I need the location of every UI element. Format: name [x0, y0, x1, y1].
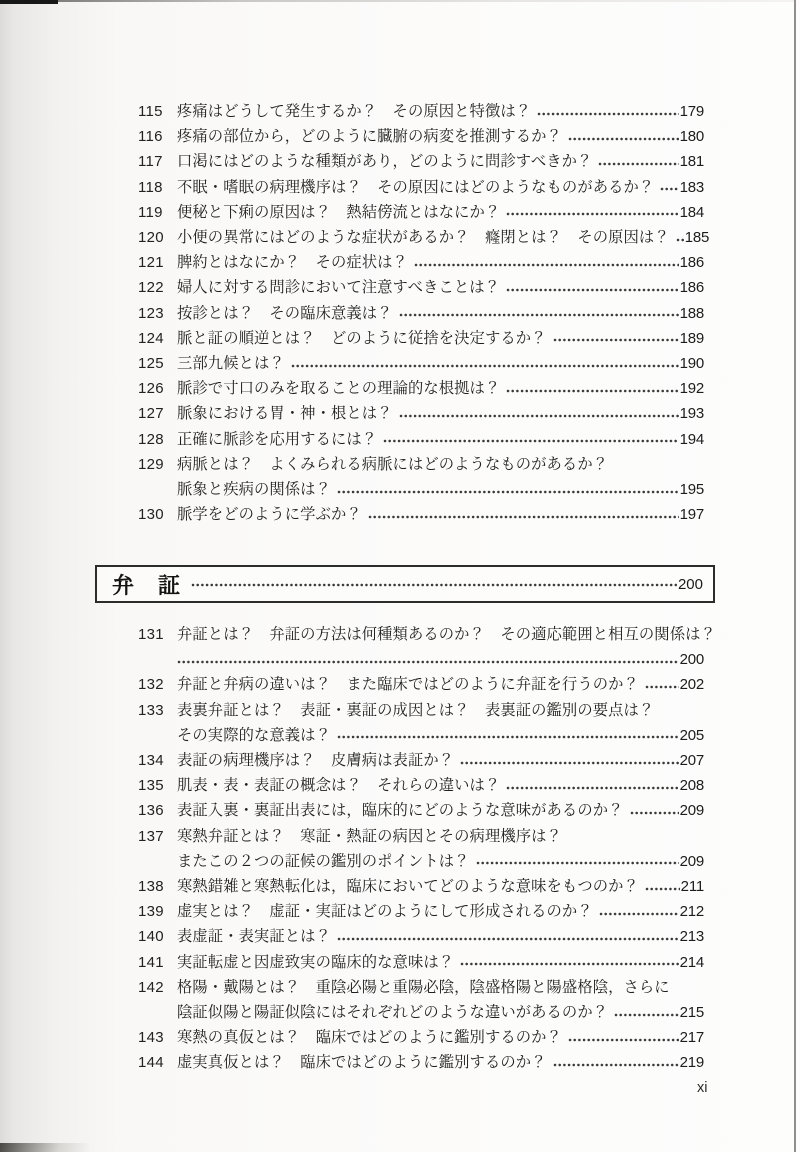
entry-line [177, 200, 704, 225]
toc-entry-136 [138, 798, 704, 823]
toc-list-benshou-questions [138, 622, 716, 1076]
entry-page-number: 183 [679, 178, 704, 196]
entry-text: 表虚証・表実証とは？ [177, 928, 331, 946]
dot-leader [399, 414, 679, 418]
entry-line [177, 672, 704, 697]
entry-number: 116 [138, 128, 163, 146]
entry-number: 128 [138, 430, 164, 448]
dot-leader [337, 735, 679, 739]
scan-edge-top-dark [0, 0, 58, 4]
entry-line [177, 326, 704, 351]
entry-text: 弁証とは？ 弁証の方法は何種類あるのか？ その適応範囲と相互の関係は？ [177, 626, 716, 643]
entry-line [177, 723, 704, 748]
entry-text: 実証転虚と因虚致実の臨床的な意味は？ [177, 953, 455, 971]
entry-text: 肌表・表・表証の概念は？ それらの違いは？ [177, 777, 501, 795]
dot-leader [506, 288, 679, 292]
entry-body [177, 452, 704, 502]
entry-text: 脈学をどのように学ぶか？ [177, 506, 362, 524]
toc-entry-130 [138, 502, 704, 527]
entry-page-number: 197 [679, 506, 704, 524]
toc-list-diagnosis-questions [138, 99, 710, 527]
dot-leader [368, 515, 679, 519]
entry-text: 脈象における胃・神・根とは？ [177, 405, 393, 423]
entry-body [177, 899, 704, 924]
entry-number: 142 [138, 978, 164, 996]
entry-page-number: 188 [679, 304, 704, 322]
entry-number: 117 [138, 153, 163, 171]
dot-leader [460, 761, 678, 765]
entry-page-number: 208 [679, 777, 704, 795]
entry-line [177, 401, 704, 426]
toc-entry-141 [138, 950, 704, 975]
entry-line [177, 427, 704, 452]
entry-body [177, 301, 704, 326]
entry-number: 131 [138, 626, 164, 643]
entry-page-number: 186 [679, 254, 704, 272]
dot-leader [177, 660, 679, 664]
entry-line [177, 899, 704, 924]
toc-entry-128 [138, 427, 704, 452]
dot-leader [399, 313, 679, 317]
scan-edge-top-line [58, 0, 800, 2]
entry-page-number: 214 [679, 953, 704, 971]
entry-number: 141 [138, 953, 164, 971]
entry-body [177, 975, 704, 1025]
entry-number: 135 [138, 777, 164, 795]
entry-text: 疼痛はどうして発生するか？ その原因と特徴は？ [177, 103, 532, 120]
entry-page-number: 192 [679, 380, 704, 398]
toc-entry-142 [138, 975, 704, 1025]
scan-edge-right-line [794, 0, 796, 1152]
dot-leader [537, 112, 678, 116]
scan-edge-bottom-corner [0, 1143, 90, 1152]
entry-line [177, 773, 704, 798]
entry-body [177, 351, 704, 376]
entry-page-number: 217 [679, 1029, 704, 1047]
entry-text: またこの２つの証候の鑑別のポイントは？ [177, 852, 470, 870]
entry-text: 虚実とは？ 虚証・実証はどのようにして形成されるのか？ [177, 903, 593, 921]
entry-body [177, 175, 704, 200]
toc-entry-133 [138, 698, 704, 748]
entry-body [177, 1050, 704, 1075]
entry-body [177, 275, 704, 300]
entry-page-number: 219 [679, 1054, 704, 1072]
toc-entry-135 [138, 773, 704, 798]
entry-line [177, 124, 704, 149]
entry-page-number: 209 [679, 802, 704, 820]
entry-body [177, 773, 704, 798]
entry-line [177, 950, 704, 975]
entry-text: 寒熱錯雑と寒熱転化は，臨床においてどのような意味をもつのか？ [177, 878, 639, 896]
entry-line [177, 99, 704, 124]
entry-text: 正確に脈診を応用するには？ [177, 430, 378, 448]
entry-text: 弁証と弁病の違いは？ また臨床ではどのように弁証を行うのか？ [177, 676, 639, 694]
entry-line [177, 1025, 704, 1050]
entry-line [177, 748, 704, 773]
entry-line [177, 275, 704, 300]
toc-entry-134 [138, 748, 704, 773]
entry-text: その実際的な意義は？ [177, 726, 331, 744]
entry-number: 133 [138, 701, 164, 719]
entry-number: 127 [138, 405, 164, 423]
toc-entry-139 [138, 899, 704, 924]
dot-leader [568, 137, 679, 141]
toc-entry-120 [138, 225, 710, 250]
dot-leader [414, 263, 679, 267]
entry-number: 139 [138, 903, 164, 921]
toc-entry-116 [138, 124, 704, 149]
toc-entry-121 [138, 250, 704, 275]
section-header-benshou [95, 565, 715, 603]
entry-page-number: 180 [679, 128, 704, 146]
entry-line [177, 1050, 704, 1075]
entry-page-number: 193 [679, 405, 704, 423]
dot-leader [476, 861, 679, 865]
entry-text: 三部九候とは？ [177, 355, 285, 373]
dot-leader [645, 887, 680, 891]
entry-page-number: 215 [679, 1004, 704, 1022]
entry-body [177, 250, 704, 275]
entry-line [177, 452, 704, 477]
entry-line [177, 477, 704, 502]
entry-body [177, 1025, 704, 1050]
entry-line [177, 250, 704, 275]
entry-line [177, 622, 716, 647]
entry-line [177, 924, 704, 949]
entry-text: 寒熱の真仮とは？ 臨床ではどのように鑑別するのか？ [177, 1029, 562, 1047]
entry-body [177, 401, 704, 426]
entry-text: 脾約とはなにか？ その症状は？ [177, 254, 408, 272]
entry-text: 口渇にはどのような種類があり，どのように問診すべきか？ [177, 153, 593, 171]
folio-page-number: xi [697, 1080, 708, 1096]
dot-leader [660, 187, 678, 191]
toc-entry-124 [138, 326, 704, 351]
entry-text: 格陽・戴陽とは？ 重陰必陽と重陽必陰，陰盛格陽と陽盛格陰，さらに [177, 978, 670, 996]
entry-text: 按診とは？ その臨床意義は？ [177, 304, 393, 322]
toc-entry-131 [138, 622, 716, 672]
entry-page-number: 211 [680, 878, 704, 896]
dot-leader [598, 162, 678, 166]
entry-number: 138 [138, 878, 164, 896]
entry-text: 病脈とは？ よくみられる病脈にはどのようなものがあるか？ [177, 455, 609, 473]
entry-line [177, 798, 704, 823]
section-page-number: 200 [677, 575, 703, 593]
entry-number: 134 [138, 752, 164, 770]
entry-page-number: 185 [684, 229, 710, 247]
toc-entry-137 [138, 824, 704, 874]
toc-entry-140 [138, 924, 704, 949]
toc-entry-122 [138, 275, 704, 300]
entry-number: 121 [138, 254, 164, 272]
entry-number: 129 [138, 455, 164, 473]
entry-text: 疼痛の部位から，どのように臓腑の病変を推測するか？ [177, 128, 562, 146]
entry-text: 不眠・嗜眠の病理機序は？ その原因にはどのようなものがあるか？ [177, 178, 655, 196]
entry-text: 表裏弁証とは？ 表証・裏証の成因とは？ 表裏証の鑑別の要点は？ [177, 701, 655, 719]
dot-leader [614, 1013, 678, 1017]
entry-text: 脈と証の順逆とは？ どのように従捨を決定するか？ [177, 329, 547, 347]
entry-text: 虚実真仮とは？ 臨床ではどのように鑑別するのか？ [177, 1054, 547, 1072]
dot-leader [676, 238, 684, 242]
entry-text: 表証入裏・裏証出表には，臨床的にどのような意味があるのか？ [177, 802, 624, 820]
entry-line [177, 301, 704, 326]
dot-leader [506, 786, 678, 790]
entry-line [177, 376, 704, 401]
dot-leader [645, 685, 679, 689]
dot-leader [506, 212, 678, 216]
entry-body [177, 502, 704, 527]
entry-line [177, 502, 704, 527]
entry-body [177, 99, 704, 124]
dot-leader [291, 364, 679, 368]
entry-body [177, 326, 704, 351]
entry-number: 124 [138, 329, 164, 347]
dot-leader [553, 1063, 679, 1067]
entry-line [177, 975, 704, 1000]
entry-number: 143 [138, 1029, 164, 1047]
entry-text: 便秘と下痢の原因は？ 熱結傍流とはなにか？ [177, 203, 501, 221]
entry-text: 脈象と疾病の関係は？ [177, 481, 331, 499]
entry-body [177, 622, 716, 672]
dot-leader [337, 490, 679, 494]
dot-leader [568, 1038, 679, 1042]
entry-body [177, 124, 704, 149]
entry-body [177, 200, 704, 225]
section-title: 弁 証 [112, 572, 182, 598]
entry-body [177, 748, 704, 773]
entry-page-number: 179 [679, 103, 704, 120]
toc-entry-123 [138, 301, 704, 326]
entry-body [177, 672, 704, 697]
dot-leader [506, 389, 678, 393]
toc-entry-138 [138, 874, 704, 899]
entry-page-number: 202 [679, 676, 704, 694]
entry-text: 婦人に対する問診において注意すべきことは？ [177, 279, 501, 297]
entry-line [177, 225, 710, 250]
entry-body [177, 376, 704, 401]
toc-entry-143 [138, 1025, 704, 1050]
entry-line [177, 175, 704, 200]
entry-line [177, 698, 704, 723]
entry-number: 118 [138, 178, 163, 196]
entry-number: 137 [138, 827, 164, 845]
entry-text: 寒熱弁証とは？ 寒証・熱証の病因とその病理機序は？ [177, 827, 562, 845]
dot-leader [191, 583, 677, 587]
entry-page-number: 181 [679, 153, 704, 171]
entry-body [177, 824, 704, 874]
toc-entry-115 [138, 99, 704, 124]
entry-body [177, 950, 704, 975]
entry-page-number: 209 [679, 852, 704, 870]
toc-entry-127 [138, 401, 704, 426]
entry-number: 126 [138, 380, 164, 398]
entry-page-number: 207 [679, 752, 704, 770]
scan-edge-right-margin [796, 0, 800, 1152]
entry-body [177, 798, 704, 823]
entry-number: 123 [138, 304, 164, 322]
dot-leader [630, 811, 679, 815]
entry-page-number: 200 [679, 651, 704, 669]
entry-text: 表証の病理機序は？ 皮膚病は表証か？ [177, 752, 455, 770]
entry-page-number: 205 [679, 726, 704, 744]
entry-body [177, 149, 704, 174]
entry-body [177, 427, 704, 452]
entry-number: 122 [138, 279, 164, 297]
entry-line [177, 351, 704, 376]
dot-leader [599, 912, 679, 916]
entry-text: 脈診で寸口のみを取ることの理論的な根拠は？ [177, 380, 501, 398]
entry-line [177, 1000, 704, 1025]
entry-number: 119 [138, 203, 163, 221]
dot-leader [553, 338, 679, 342]
entry-line [177, 824, 704, 849]
entry-page-number: 186 [679, 279, 704, 297]
entry-number: 125 [138, 355, 164, 373]
entry-page-number: 194 [679, 430, 704, 448]
entry-line [177, 647, 704, 672]
entry-body [177, 698, 704, 748]
entry-body [177, 924, 704, 949]
entry-line [177, 149, 704, 174]
entry-page-number: 190 [679, 355, 704, 373]
toc-entry-144 [138, 1050, 704, 1075]
entry-number: 140 [138, 928, 164, 946]
entry-page-number: 184 [679, 203, 704, 221]
toc-entry-132 [138, 672, 704, 697]
toc-entry-125 [138, 351, 704, 376]
entry-body [177, 225, 710, 250]
entry-page-number: 195 [679, 481, 704, 499]
toc-entry-118 [138, 175, 704, 200]
toc-entry-119 [138, 200, 704, 225]
dot-leader [337, 937, 679, 941]
entry-number: 136 [138, 802, 164, 820]
entry-line [177, 874, 704, 899]
entry-body [177, 874, 704, 899]
entry-page-number: 212 [679, 903, 704, 921]
entry-number: 120 [138, 229, 164, 247]
entry-number: 130 [138, 506, 164, 524]
toc-entry-129 [138, 452, 704, 502]
dot-leader [460, 962, 678, 966]
entry-number: 144 [138, 1054, 164, 1072]
entry-text: 小便の異常にはどのような症状があるか？ 癃閉とは？ その原因は？ [177, 229, 670, 247]
dot-leader [383, 439, 678, 443]
entry-page-number: 213 [679, 928, 704, 946]
entry-number: 115 [138, 103, 163, 120]
entry-number: 132 [138, 676, 164, 694]
toc-entry-117 [138, 149, 704, 174]
toc-entry-126 [138, 376, 704, 401]
entry-text: 陰証似陽と陽証似陰にはそれぞれどのような違いがあるのか？ [177, 1004, 609, 1022]
entry-line [177, 849, 704, 874]
entry-page-number: 189 [679, 329, 704, 347]
